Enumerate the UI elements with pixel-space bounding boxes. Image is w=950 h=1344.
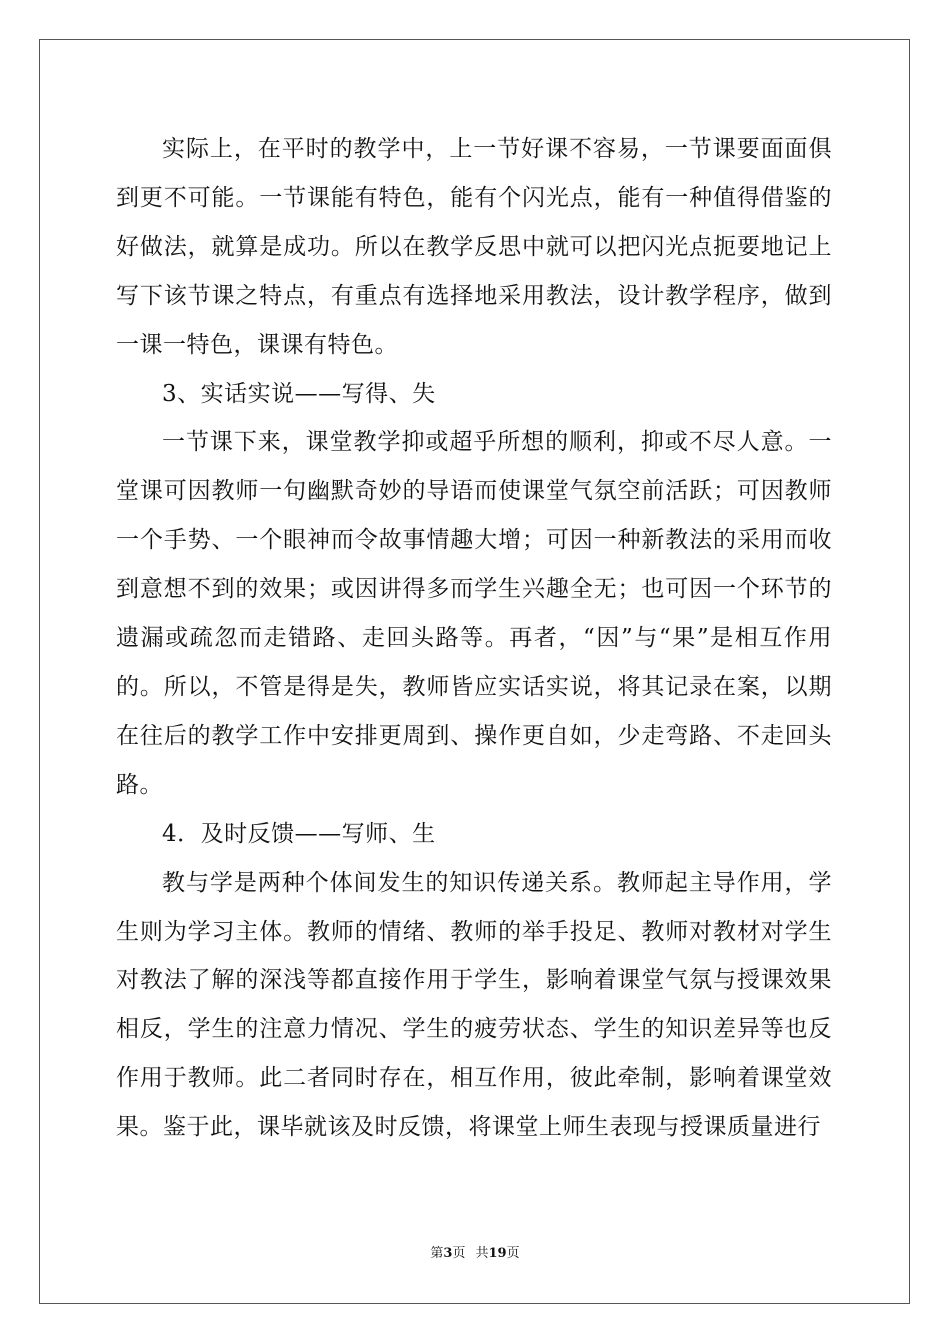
- paragraph-3: 教与学是两种个体间发生的知识传递关系。教师起主导作用，学生则为学习主体。教师的情绪、教师的举手投足、教师对教材对学生对教法了解的深浅等都直接作用于学生，影响着课堂气氛与授课效果相反，学生的注意力情况、学生的疲劳状态、学生的知识差异等也反作用于教师。此二者同时存在，相互作用，彼此牵制，影响着课堂效果。鉴于此，课毕就该及时反馈，将课堂上师生表现与授课质量进行: [116, 869, 832, 1141]
- section-heading-4: 4．及时反馈——写师、生: [162, 820, 436, 847]
- page-number: 3: [443, 1246, 453, 1261]
- paragraph-2: 一节课下来，课堂教学抑或超乎所想的顺利，抑或不尽人意。一堂课可因教师一句幽默奇妙的导语而使课堂气氛空前活跃；可因教师一个手势、一个眼神而令故事情趣大增；可因一种新教法的采用而收到意想不到的效果；或因讲得多而学生兴趣全无；也可因一个环节的遗漏或疏忽而走错路、走回头路等。再者，“因”与“果”是相互作用的。所以，不管是得是失，教师皆应实话实说，将其记录在案，以期在往后的教学工作中安排更周到、操作更自如，少走弯路、不走回头路。: [116, 429, 832, 798]
- total-pages: 19: [488, 1246, 507, 1261]
- section-heading-3: 3、实话实说——写得、失: [162, 380, 436, 407]
- paragraph-1: 实际上，在平时的教学中，上一节好课不容易，一节课要面面俱到更不可能。一节课能有特色，能有个闪光点，能有一种值得借鉴的好做法，就算是成功。所以在教学反思中就可以把闪光点扼要地记上写下该节课之特点，有重点有选择地采用教法，设计教学程序，做到一课一特色，课课有特色。: [116, 136, 832, 358]
- document-body: [116, 125, 832, 1152]
- page-suffix: 页: [452, 1246, 466, 1261]
- page-prefix: 第: [430, 1246, 444, 1261]
- total-suffix: 页: [506, 1246, 520, 1261]
- page-footer: [0, 1246, 950, 1262]
- total-prefix: 共: [475, 1246, 489, 1261]
